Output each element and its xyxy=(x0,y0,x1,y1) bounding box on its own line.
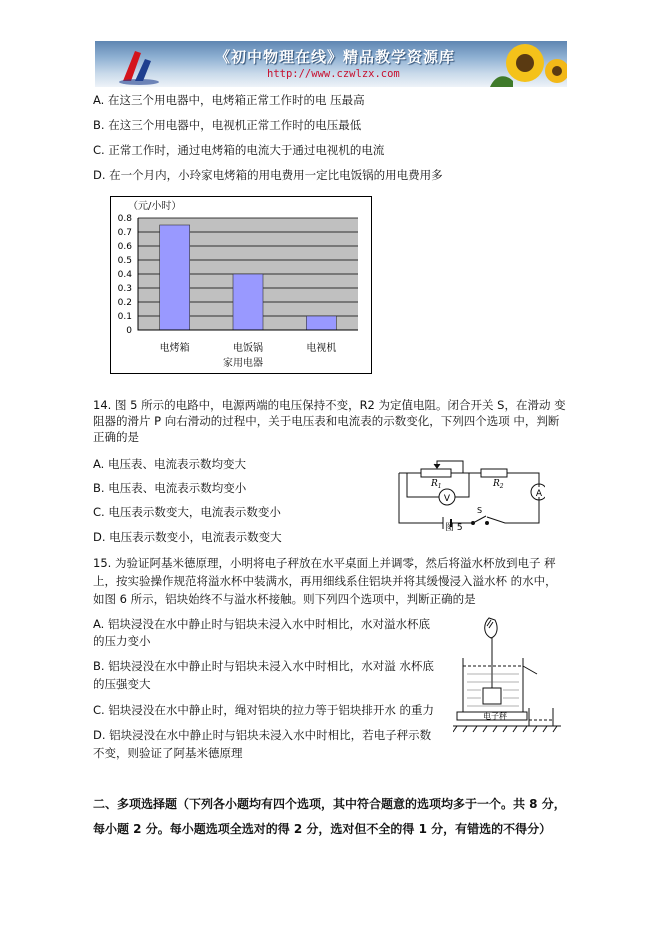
q14-option-c: C. 电压表示数变大，电流表示数变小 xyxy=(93,505,281,519)
q15-option-a: A. 铝块浸没在水中静止时与铝块未浸入水中时相比，水对溢水杯底 xyxy=(93,617,430,631)
chart-bar xyxy=(233,274,263,330)
q15-stem-line-3: 如图 6 所示，铝块始终不与溢水杯接触。则下列四个选项中，判断正确的是 xyxy=(93,592,476,606)
section-2-heading-line-2: 每小题 2 分。每小题选项全选对的得 2 分，选对但不全的得 1 分，有错选的不得分） xyxy=(93,822,552,836)
chart-y-tick-label: 0.7 xyxy=(117,228,132,238)
ammeter-label: A xyxy=(535,489,543,499)
q15-option-b: B. 铝块浸没在水中静止时与铝块未浸入水中时相比，水对溢 水杯底 xyxy=(93,659,434,673)
chart-y-unit: （元/小时） xyxy=(128,201,182,212)
chart-y-tick-label: 0.1 xyxy=(117,312,132,322)
q14-stem-line-2: 阻器的滑片 P 向右滑动的过程中，关于电压表和电流表的示数变化，下列四个选项 中，判断 xyxy=(93,414,560,428)
chart-bar xyxy=(160,225,190,330)
q15-stem-line-2: 上，按实验操作规范将溢水杯中装满水，再用细线系住铝块并将其缓慢浸入溢水杯 的水中， xyxy=(93,574,557,588)
beaker-icon xyxy=(529,708,553,726)
section-2-heading-line-1: 二、多项选择题（下列各小题均有四个选项，其中符合题意的选项均多于一个。共 8 分， xyxy=(93,797,566,811)
q14-option-a: A. 电压表、电流表示数均变大 xyxy=(93,457,246,471)
q15-option-b-cont: 的压强变大 xyxy=(93,677,151,691)
q13-option-b: B. 在这三个用电器中，电视机正常工作时的电压最低 xyxy=(93,118,362,132)
scale-label: 电子秤 xyxy=(483,712,507,721)
switch-label: S xyxy=(477,506,483,515)
chart-y-tick-label: 0 xyxy=(126,326,132,336)
chart-x-tick-label: 电饭锅 xyxy=(233,343,263,354)
voltmeter-label: V xyxy=(443,494,451,504)
chart-y-tick-label: 0.3 xyxy=(117,284,132,294)
rheostat-icon xyxy=(421,469,451,477)
chart-y-tick-label: 0.2 xyxy=(117,298,132,308)
r1-label: $R_1$ xyxy=(431,479,442,490)
q14-stem-line-3: 正确的是 xyxy=(93,430,139,444)
q15-option-d: D. 铝块浸没在水中静止时与铝块未浸入水中时相比，若电子秤示数 xyxy=(93,728,432,742)
chart-x-tick-label: 电烤箱 xyxy=(159,343,190,354)
header-banner xyxy=(95,41,567,87)
q15-stem-line-1: 15. 为验证阿基米德原理，小明将电子秤放在水平桌面上并调零，然后将溢水杯放到电子 秤 xyxy=(93,556,556,570)
q14-option-b: B. 电压表、电流表示数均变小 xyxy=(93,481,247,495)
chart-y-tick-label: 0.4 xyxy=(117,270,132,280)
resistor-r2-icon xyxy=(481,469,507,477)
overflow-cup-experiment-fig6 xyxy=(453,614,561,738)
q13-option-c: C. 正常工作时，通过电烤箱的电流大于通过电视机的电流 xyxy=(93,143,385,157)
q14-stem-line-1: 14. 图 5 所示的电路中，电源两端的电压保持不变，R2 为定值电阻。闭合开关 S，在滑动 变 xyxy=(93,398,566,412)
banner-url: http://www.czwlzx.com xyxy=(267,68,400,80)
logo-icon xyxy=(119,51,159,85)
q15-option-d-cont: 不变，则验证了阿基米德原理 xyxy=(93,746,243,760)
banner-title: 《初中物理在线》精品教学资源库 xyxy=(215,48,456,66)
sunflower-icon xyxy=(490,44,567,87)
electricity-cost-chart xyxy=(110,196,372,374)
aluminium-block-icon xyxy=(483,688,501,704)
chart-y-tick-label: 0.5 xyxy=(117,256,132,266)
fig5-caption: 图 5 xyxy=(445,523,463,531)
chart-x-tick-label: 电视机 xyxy=(306,343,337,354)
chart-y-tick-label: 0.8 xyxy=(117,214,132,224)
chart-x-axis-label: 家用电器 xyxy=(223,358,263,369)
circuit-diagram-fig5 xyxy=(393,457,545,531)
q15-option-a-cont: 的压力变小 xyxy=(93,634,151,648)
q13-option-d: D. 在一个月内，小玲家电烤箱的用电费用一定比电饭锅的用电费用多 xyxy=(93,168,443,182)
q15-option-c: C. 铝块浸没在水中静止时，绳对铝块的拉力等于铝块排开水 的重力 xyxy=(93,703,434,717)
chart-y-tick-label: 0.6 xyxy=(117,242,132,252)
chart-bar xyxy=(306,316,336,330)
q14-option-d: D. 电压表示数变小，电流表示数变大 xyxy=(93,530,282,544)
r2-label: $R_2$ xyxy=(493,479,504,490)
q13-option-a: A. 在这三个用电器中，电烤箱正常工作时的电 压最高 xyxy=(93,93,365,107)
